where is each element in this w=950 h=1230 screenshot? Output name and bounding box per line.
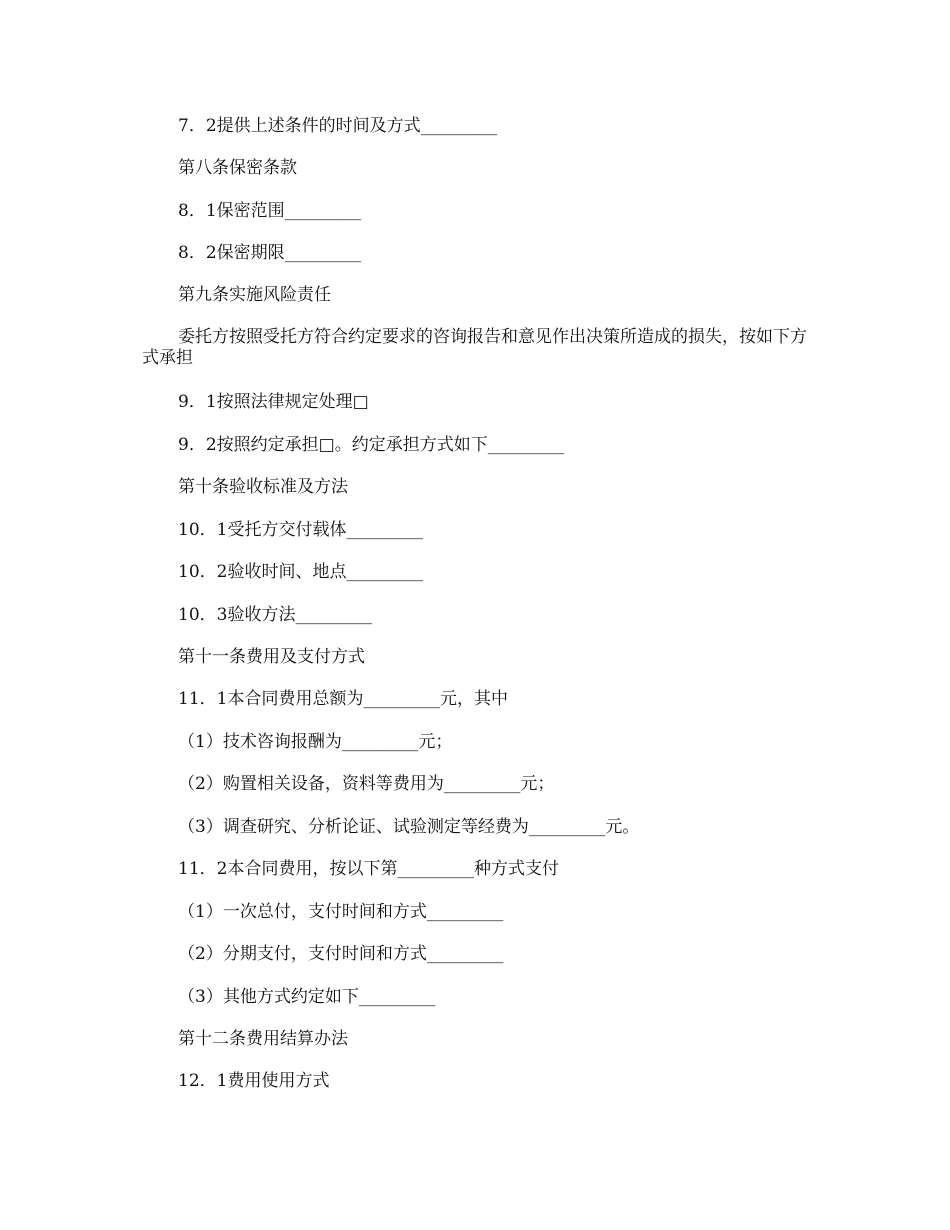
article-9-paragraph: 委托方按照受托方符合约定要求的咨询报告和意见作出决策所造成的损失，按如下方式承担 [142, 327, 807, 368]
clause-11-2: 11．2本合同费用，按以下第_________种方式支付 [178, 859, 559, 879]
clause-10-3: 10．3验收方法_________ [178, 605, 372, 625]
article-10-heading: 第十条验收标准及方法 [178, 477, 348, 497]
clause-11-1-item-2: （2）购置相关设备，资料等费用为_________元； [178, 774, 555, 794]
clause-9-1: 9．1按照法律规定处理□ [178, 392, 369, 412]
clause-10-1: 10．1受托方交付载体_________ [178, 520, 423, 540]
clause-8-2: 8．2保密期限_________ [178, 243, 362, 263]
clause-11-1: 11．1本合同费用总额为_________元，其中 [178, 689, 508, 709]
clause-11-2-item-1: （1）一次总付，支付时间和方式_________ [178, 902, 504, 922]
clause-10-2: 10．2验收时间、地点_________ [178, 562, 423, 582]
clause-7-2: 7．2提供上述条件的时间及方式_________ [178, 116, 498, 136]
clause-8-1: 8．1保密范围_________ [178, 201, 362, 221]
clause-11-1-item-3: （3）调查研究、分析论证、试验测定等经费为_________元。 [178, 817, 640, 837]
article-12-heading: 第十二条费用结算办法 [178, 1029, 348, 1049]
article-11-heading: 第十一条费用及支付方式 [178, 647, 365, 667]
clause-12-1: 12．1费用使用方式 [178, 1071, 330, 1091]
article-8-heading: 第八条保密条款 [178, 158, 297, 178]
clause-11-2-item-2: （2）分期支付，支付时间和方式_________ [178, 944, 504, 964]
clause-11-2-item-3: （3）其他方式约定如下_________ [178, 987, 436, 1007]
clause-9-2: 9．2按照约定承担□。约定承担方式如下_________ [178, 435, 565, 455]
clause-11-1-item-1: （1）技术咨询报酬为_________元； [178, 732, 453, 752]
article-9-heading: 第九条实施风险责任 [178, 285, 331, 305]
